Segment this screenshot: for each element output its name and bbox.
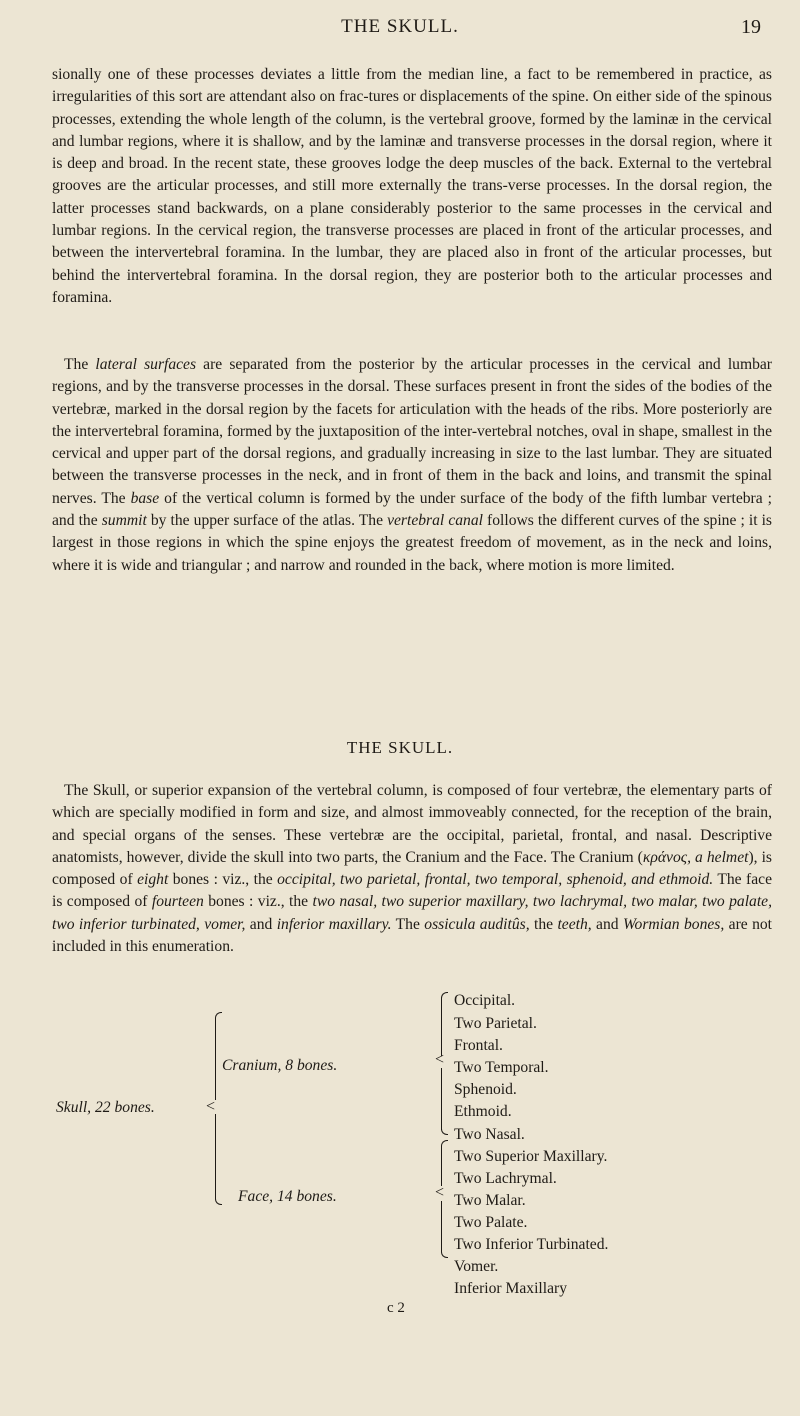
page-number: 19 [741,16,761,38]
skull-brace-lower [215,1114,216,1198]
brace-top [215,1012,222,1019]
face-brace [441,1146,442,1186]
text-run: The [391,915,425,933]
paragraph-vertebral-grooves: sionally one of these processes deviates a little from the median line, a fact to be remembered in practice, as irregularities of this sort are attendant also on frac-tures or displacements of the spine. On either side of the spinous processes, extending the whole length of the column, is the vertebral groove, formed by the laminæ in the cervical and lumbar regions, where it is shallow, and by the laminæ and transverse processes in the dorsal region, where it is deep and broad. In the recent state, these grooves lodge the deep muscles of the back. External to the vertebral grooves are the articular processes, and still more externally the trans-verse processes. In the dorsal region, the latter processes stand backwards, on a plane considerably posterior to the same processes in the cervical and lumbar regions. In the cervical region, the transverse processes are placed in front of the articular processes, and between the intervertebral foramina. In the lumbar, they are placed also in front of the articular processes, but behind the intervertebral foramina. In the dorsal region, they are posterior both to the articular processes and foramina. [52,66,772,306]
text-run: by the upper surface of the atlas. The [146,512,388,530]
cranium-brace-lower [441,1068,442,1130]
brace-top [441,992,448,999]
face-item: Two Superior Maxillary. [454,1148,608,1165]
face-item: Two Malar. [454,1192,526,1209]
emphasis-term: occipital, two parietal, frontal, two temporal, sphenoid, and ethmoid. [277,871,714,889]
brace-bottom [215,1198,222,1205]
running-head: THE SKULL. [341,16,459,37]
emphasis-term: κράνος, a helmet [642,848,749,866]
cranium-brace [441,998,442,1056]
emphasis-term: teeth, [557,915,592,933]
text-run: ), is composed of [52,848,773,889]
emphasis-term: eight [137,871,169,889]
brace-point: < [435,1051,445,1068]
cranium-item: Sphenoid. [454,1081,517,1098]
face-item: Two Lachrymal. [454,1170,557,1187]
face-item: Vomer. [454,1258,499,1275]
face-item: Two Inferior Turbinated. [454,1236,609,1253]
emphasis-term: base [130,489,160,507]
face-item: Two Palate. [454,1214,528,1231]
text-run: and [591,915,623,933]
skull-brace [215,1018,216,1100]
face-brace-lower [441,1201,442,1251]
text-run: bones : viz., the [203,893,313,911]
emphasis-term: ossicula auditûs, [424,915,530,933]
text-run: the [529,915,558,933]
text-run: The face is composed of [52,871,772,911]
emphasis-term: summit [101,512,147,530]
face-label: Face, 14 bones. [238,1188,337,1205]
emphasis-term: vertebral canal [387,512,483,530]
text-run: are not included in this enumeration. [52,915,772,956]
cranium-item: Frontal. [454,1037,503,1054]
cranium-item: Occipital. [454,992,516,1009]
emphasis-term: two nasal, two superior maxillary, two lachrymal, two malar, two palate, two inferior turbinated, vomer, [52,893,772,933]
section-heading: THE SKULL. [346,738,454,757]
emphasis-term: Wormian bones, [622,915,725,933]
brace-point: < [206,1098,216,1115]
face-item: Inferior Maxillary [454,1280,568,1297]
text-run: are separated from the posterior by the articular processes in the cervical and lumbar regions, and by the transverse processes in the dorsal. These surfaces present in front the sides of the bodies of the vertebræ, marked in the dorsal region by the facets for articulation with the heads of the ribs. More posteriorly are the intervertebral foramina, formed by the juxtaposition of the inter-vertebral notches, oval in shape, smallest in the cervical and upper part of the dorsal regions, and gradually increasing in size to the last lumbar. They are situated between the transverse processes in the neck, and in front of them in the back and loins, and transmit the spinal nerves. The [52,356,772,507]
brace-bottom [441,1251,448,1258]
text-run: The Skull, or superior expansion of the vertebral column, is composed of four vertebræ, the elementary parts of which are specially modified in form and size, and almost immoveably connected, for the reception of the brain, and special organs of the senses. These vertebræ are the occipital, parietal, frontal, and nasal. Descriptive anatomists, however, divide the skull into two parts, the Cranium and the Face. The Cranium ( [52,782,772,866]
text-run: of the vertical column is formed by the under surface of the body of the fifth lumbar vertebra ; and the [52,489,772,530]
signature-mark: c 2 [387,1300,405,1316]
text-run: The [64,356,96,373]
cranium-label: Cranium, 8 bones. [222,1057,338,1074]
cranium-item: Two Temporal. [454,1059,549,1076]
skull-label: Skull, 22 bones. [56,1099,155,1116]
brace-top [441,1140,448,1147]
brace-bottom [441,1128,448,1135]
brace-point: < [435,1184,445,1201]
text-run: follows the different curves of the spine ; it is largest in those regions in which the spine enjoys the greatest freedom of movement, as in the neck and loins, where it is wide and triangular ; and narrow and rounded in the back, where motion is more limited. [52,512,772,574]
face-item: Two Nasal. [454,1126,525,1143]
text-run: bones : viz., the [168,871,278,889]
emphasis-term: inferior maxillary. [276,915,392,933]
cranium-item: Ethmoid. [454,1103,512,1120]
emphasis-term: lateral surfaces [95,356,197,373]
text-run: and [245,915,277,933]
emphasis-term: fourteen [151,893,204,911]
cranium-item: Two Parietal. [454,1015,537,1032]
